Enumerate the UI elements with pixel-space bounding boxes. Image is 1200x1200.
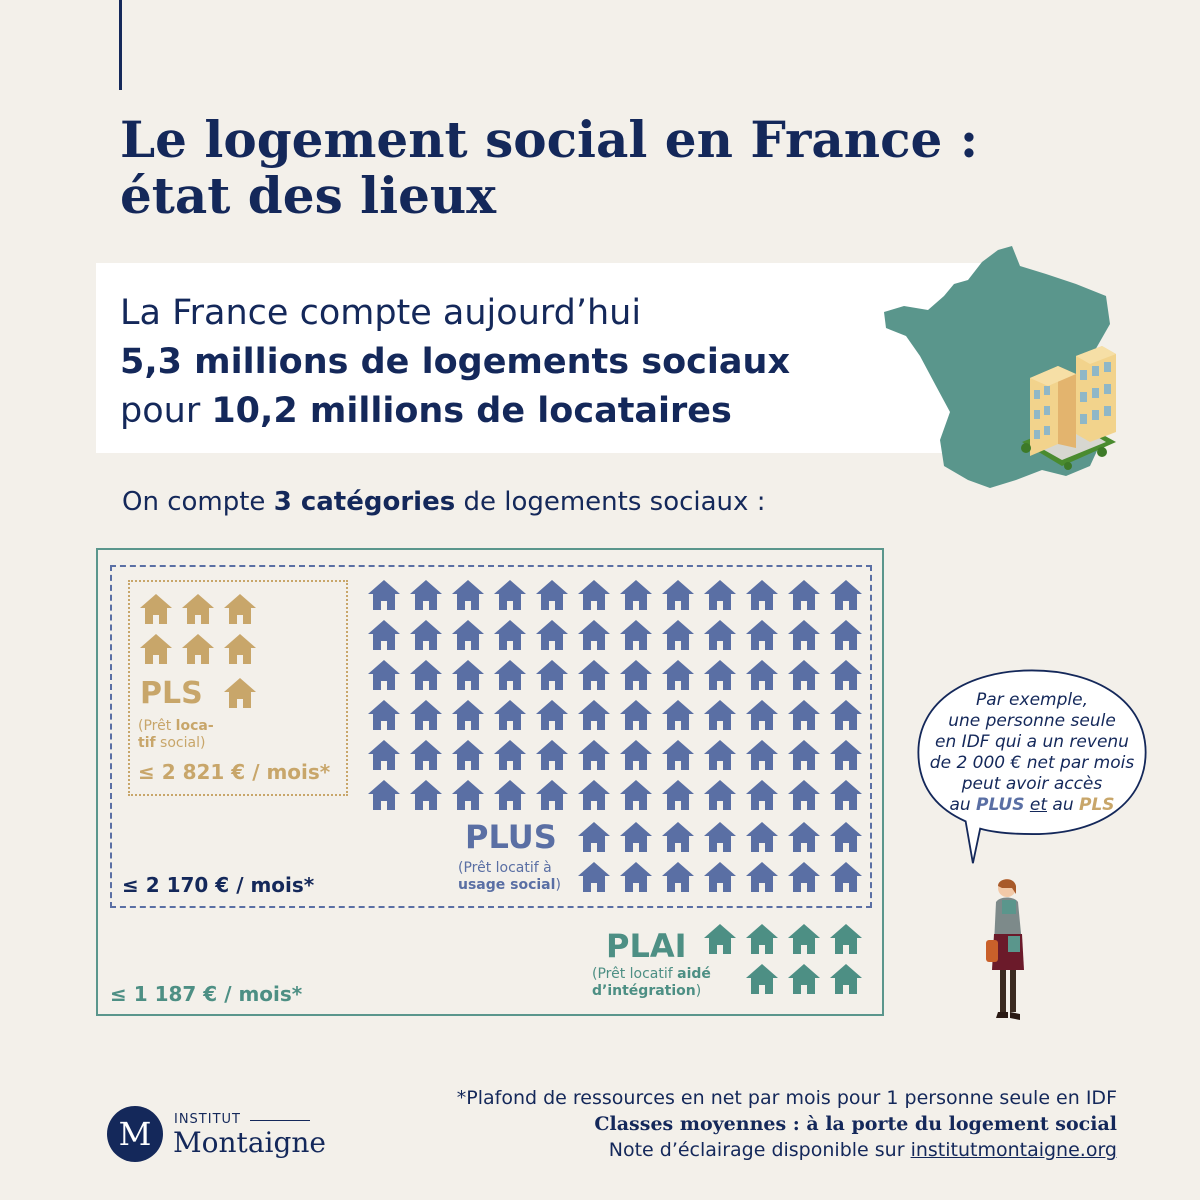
accent-bar [119,0,122,90]
title-line-1: Le logement social en France : [120,110,979,169]
plus-house-icon [367,738,401,772]
bubble-line-4: de 2 000 € net par mois [929,753,1135,773]
plus-house-icon [661,618,695,652]
bubble-line-2: une personne seule [948,711,1116,731]
plus-house-icon [367,658,401,692]
pls-house-icon [181,592,215,626]
pls-sub-c: tif [138,735,156,751]
pls-house-icon [139,592,173,626]
logo-institut-label: INSTITUT [174,1112,241,1127]
footer-publication-title: Classes moyennes : à la porte du logement social [594,1113,1117,1135]
plus-house-icon [619,578,653,612]
plus-house-icon [745,778,779,812]
bubble-line-1: Par exemple, [976,690,1088,710]
plus-income-limit: ≤ 2 170 € / mois* [122,873,315,897]
pls-income-limit: ≤ 2 821 € / mois* [138,760,331,784]
plus-house-icon [787,578,821,612]
plus-house-icon [619,658,653,692]
plus-house-icon [577,698,611,732]
plus-house-icon [661,860,695,894]
plus-house-icon [745,738,779,772]
plus-house-icon [577,860,611,894]
plus-house-icon [661,738,695,772]
plus-house-icon [451,778,485,812]
plus-house-icon [661,578,695,612]
plus-house-icon [787,618,821,652]
intro-line-3-bold: 10,2 millions de locataires [211,391,732,431]
plus-house-icon [409,618,443,652]
plus-house-icon [829,658,863,692]
pls-house-icon [223,592,257,626]
plus-house-icon [829,578,863,612]
plus-house-icon [493,778,527,812]
plus-house-icon [577,820,611,854]
subtitle-pre: On compte [122,487,274,517]
plai-sub-c: d’intégration [592,983,696,999]
plus-house-icon [577,578,611,612]
pls-sub-a: (Prêt [138,718,176,734]
plus-house-icon [787,658,821,692]
intro-line-1: La France compte aujourd’hui [120,293,642,333]
bubble-plus: PLUS [976,795,1025,815]
plus-house-icon [787,778,821,812]
plus-house-icon [829,778,863,812]
plus-house-icon [493,578,527,612]
plus-house-icon [451,658,485,692]
pls-house-icon [223,676,257,710]
plus-sub-c: ) [555,877,561,893]
france-map-illustration [880,244,1120,494]
pls-subtitle [138,718,214,752]
plus-house-icon [577,618,611,652]
plus-house-icon [409,778,443,812]
pls-house-icon [223,632,257,666]
plus-house-icon [409,698,443,732]
bubble-line-5: peut avoir accès [961,774,1103,794]
subtitle-post: de logements sociaux : [455,487,766,517]
intro-text [120,289,790,436]
plai-house-icon [745,962,779,996]
plus-house-icon [367,618,401,652]
plus-house-icon [829,860,863,894]
plus-house-icon [535,698,569,732]
plus-house-icon [577,658,611,692]
plus-house-icon [703,860,737,894]
plus-house-icon [703,820,737,854]
plus-house-icon [619,778,653,812]
plus-house-icon [409,738,443,772]
footer-note [457,1085,1117,1163]
plus-house-icon [451,738,485,772]
plus-title: PLUS [465,818,557,856]
bubble-line-6-a: au [949,795,977,815]
logo-montaigne-label: Montaigne [173,1126,326,1159]
bubble-pls: PLS [1079,795,1115,815]
plus-house-icon [703,698,737,732]
plus-house-icon [745,578,779,612]
plus-house-icon [661,658,695,692]
plai-house-icon [745,922,779,956]
plus-house-icon [745,820,779,854]
plai-sub-d: ) [695,983,702,999]
subtitle-bold: 3 catégories [273,487,456,517]
plus-house-icon [535,658,569,692]
plai-subtitle [592,966,711,1000]
pls-sub-b: loca- [175,718,214,734]
plus-house-icon [409,578,443,612]
plus-house-icon [745,860,779,894]
plus-house-icon [367,698,401,732]
plai-sub-b: aidé [677,966,711,982]
plus-house-icon [451,698,485,732]
plus-house-icon [745,658,779,692]
plus-house-icon [787,820,821,854]
plus-house-icon [619,698,653,732]
plus-house-icon [787,698,821,732]
intro-line-3-pre: pour [120,391,212,431]
plai-house-icon [787,962,821,996]
plus-house-icon [745,698,779,732]
plai-house-icon [703,922,737,956]
plus-house-icon [577,778,611,812]
footer-availability: Note d’éclairage disponible sur [608,1139,911,1161]
plus-sub-a: (Prêt locatif à [458,860,552,876]
logo-divider [250,1120,310,1121]
bubble-et: et [1029,795,1047,815]
plus-house-icon [451,578,485,612]
bubble-line-3: en IDF qui a un revenu [935,732,1129,752]
pls-sub-d: social) [155,735,206,751]
plus-house-icon [493,738,527,772]
plai-house-icon [829,962,863,996]
plus-house-icon [493,618,527,652]
plus-house-icon [829,820,863,854]
plai-house-icon [829,922,863,956]
plus-house-icon [619,860,653,894]
plus-subtitle [458,860,561,894]
title-line-2: état des lieux [120,166,497,225]
institut-montaigne-logo-mark: M [107,1106,163,1162]
plus-house-icon [493,658,527,692]
plus-house-icon [535,618,569,652]
plus-sub-b: usage social [458,877,556,893]
plus-house-icon [703,738,737,772]
plus-house-icon [619,738,653,772]
plus-house-icon [367,578,401,612]
plus-house-icon [535,738,569,772]
plus-house-icon [619,618,653,652]
plus-house-icon [703,778,737,812]
plus-house-icon [703,578,737,612]
plus-house-icon [829,698,863,732]
pls-house-icon [139,632,173,666]
plus-house-icon [535,778,569,812]
woman-illustration [980,874,1030,1024]
footer-website-link[interactable]: institutmontaigne.org [910,1139,1117,1161]
plai-sub-a: (Prêt locatif [592,966,678,982]
plai-title: PLAI [606,927,687,965]
plus-house-icon [367,778,401,812]
plus-house-icon [787,860,821,894]
pls-house-icon [181,632,215,666]
plus-house-icon [661,778,695,812]
intro-line-2: 5,3 millions de logements sociaux [120,342,791,382]
plai-house-icon [787,922,821,956]
plus-house-icon [703,658,737,692]
pls-title: PLS [140,676,203,711]
bubble-line-6-c: au [1047,795,1079,815]
plus-house-icon [661,698,695,732]
plus-house-icon [829,738,863,772]
plus-house-icon [661,820,695,854]
plus-house-icon [535,578,569,612]
plus-house-icon [745,618,779,652]
plus-house-icon [409,658,443,692]
page-title [120,112,978,224]
plus-house-icon [577,738,611,772]
plus-house-icon [451,618,485,652]
plus-house-icon [703,618,737,652]
footer-footnote: *Plafond de ressources en net par mois pour 1 personne seule en IDF [456,1087,1117,1109]
plus-house-icon [787,738,821,772]
plus-house-icon [829,618,863,652]
categories-subtitle [122,487,765,517]
plus-house-icon [619,820,653,854]
plus-house-icon [493,698,527,732]
speech-bubble-text [903,690,1161,816]
plai-income-limit: ≤ 1 187 € / mois* [110,982,303,1006]
